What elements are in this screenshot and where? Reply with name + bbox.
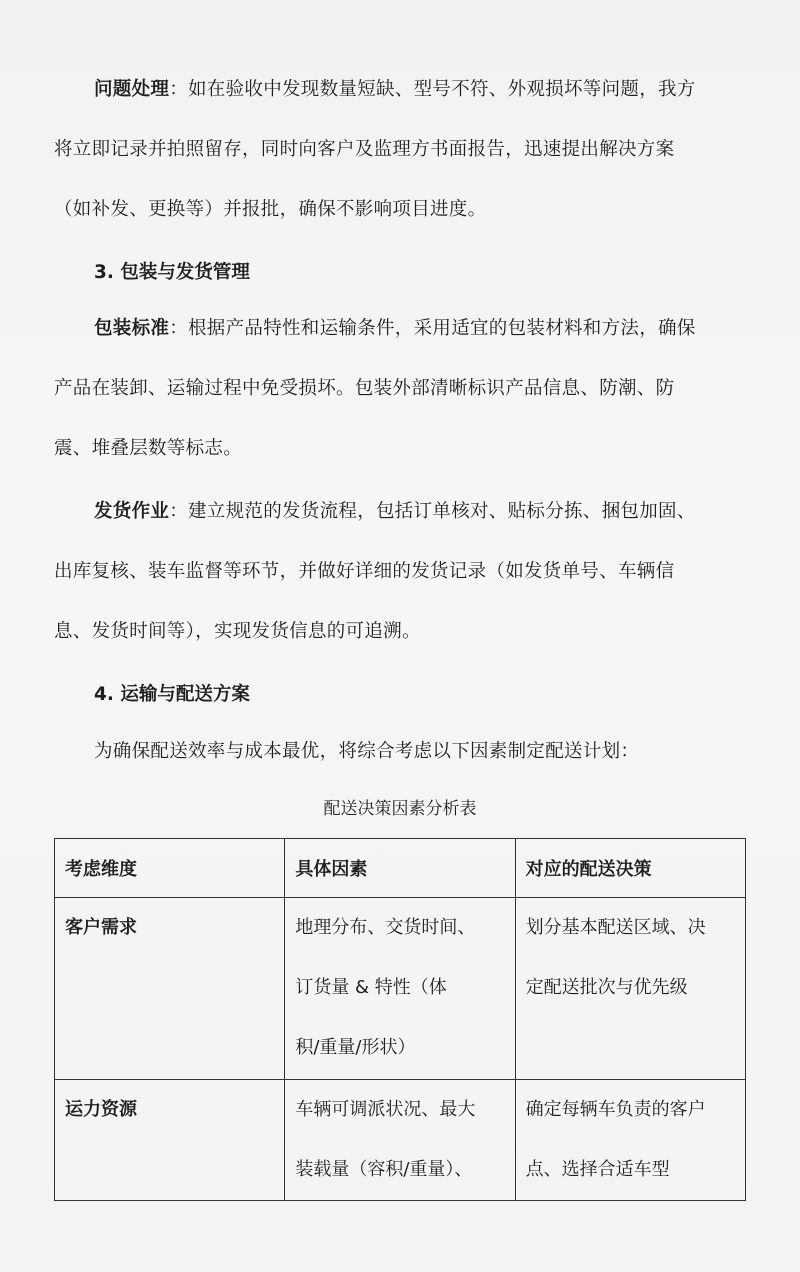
section-heading-4: 4. 运输与配送方案 xyxy=(94,684,250,705)
table-row xyxy=(55,1080,746,1201)
table-cell-factors: 车辆可调派状况、最大 装载量（容积/重量）、 xyxy=(285,1080,515,1201)
table-header-decision: 对应的配送决策 xyxy=(515,839,745,898)
table-header-factors: 具体因素 xyxy=(285,839,515,898)
table-header-dimension: 考虑维度 xyxy=(55,839,285,898)
packing-standard-paragraph xyxy=(54,299,754,479)
table-cell-dimension: 运力资源 xyxy=(55,1080,285,1201)
shipping-line-3: 息、发货时间等），实现发货信息的可追溯。 xyxy=(54,621,421,642)
shipping-line-2: 出库复核、装车监督等环节，并做好详细的发货记录（如发货单号、车辆信 xyxy=(54,561,675,582)
shipping-operation-paragraph xyxy=(54,482,754,662)
shipping-line-1: 发货作业：建立规范的发货流程，包括订单核对、贴标分拣、捆包加固、 xyxy=(94,501,696,522)
problem-line-1: 问题处理：如在验收中发现数量短缺、型号不符、外观损坏等问题，我方 xyxy=(94,79,696,100)
section-heading-3: 3. 包装与发货管理 xyxy=(94,262,250,283)
packing-line-1: 包装标准：根据产品特性和运输条件，采用适宜的包装材料和方法，确保 xyxy=(94,318,696,339)
packing-line-2: 产品在装卸、运输过程中免受损坏。包装外部清晰标识产品信息、防潮、防 xyxy=(54,378,675,399)
table-cell-factors: 地理分布、交货时间、 订货量 & 特性（体 积/重量/形状） xyxy=(285,898,515,1080)
delivery-decision-table xyxy=(54,838,746,1201)
delivery-intro: 为确保配送效率与成本最优，将综合考虑以下因素制定配送计划： xyxy=(94,741,640,762)
table-cell-decision: 划分基本配送区域、决 定配送批次与优先级 xyxy=(515,898,745,1080)
table-cell-decision: 确定每辆车负责的客户 点、选择合适车型 xyxy=(515,1080,745,1201)
packing-line-3: 震、堆叠层数等标志。 xyxy=(54,438,243,459)
table-header-row xyxy=(55,839,746,898)
problem-label: 问题处理 xyxy=(94,79,170,100)
table-caption: 配送决策因素分析表 xyxy=(323,799,477,819)
problem-handling-paragraph xyxy=(54,60,754,240)
packing-label: 包装标准 xyxy=(94,318,170,339)
problem-line-3: （如补发、更换等）并报批，确保不影响项目进度。 xyxy=(54,199,487,220)
table-row xyxy=(55,898,746,1080)
problem-line-2: 将立即记录并拍照留存，同时向客户及监理方书面报告，迅速提出解决方案 xyxy=(54,139,675,160)
table-cell-dimension: 客户需求 xyxy=(55,898,285,1080)
shipping-label: 发货作业 xyxy=(94,501,170,522)
